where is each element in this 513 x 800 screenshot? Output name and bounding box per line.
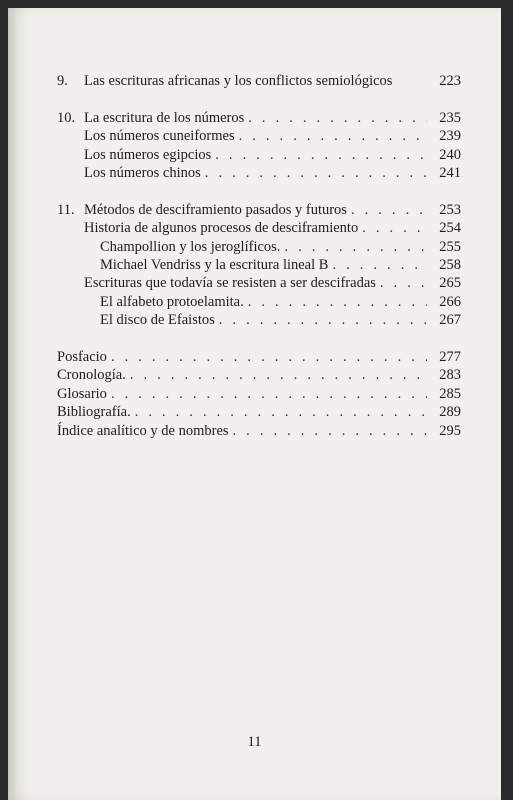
toc-subsubentry	[57, 293, 461, 311]
page-number: 239	[439, 128, 461, 145]
page-number: 277	[439, 349, 461, 366]
subentry-title: Los números egipcios	[84, 146, 212, 163]
leader-dots	[351, 201, 427, 219]
page-number: 295	[439, 422, 461, 439]
subentry-title: Los números chinos	[84, 165, 201, 182]
toc-subsubentry	[57, 256, 461, 274]
toc-entry	[57, 348, 461, 366]
toc-entry	[57, 72, 461, 90]
chapter-title: Métodos de desciframiento pasados y futuros	[84, 201, 347, 218]
back-matter-title: Cronología.	[57, 367, 126, 384]
page-number: 265	[439, 275, 461, 292]
subentry-title: El disco de Efaistos	[100, 312, 215, 329]
page-number: 285	[439, 385, 461, 402]
toc-subentry	[57, 146, 461, 164]
toc-entry	[57, 385, 461, 403]
subentry-title: Los números cuneiformes	[84, 128, 235, 145]
table-of-contents	[57, 72, 461, 458]
toc-subentry	[57, 127, 461, 145]
chapter-number: 11.	[57, 201, 75, 218]
page-number: 267	[439, 312, 461, 329]
subentry-title: Michael Vendriss y la escritura lineal B	[100, 257, 329, 274]
page-number: 240	[439, 146, 461, 163]
page-number: 255	[439, 238, 461, 255]
back-matter-title: Posfacio	[57, 349, 107, 366]
leader-dots	[233, 422, 427, 440]
toc-section-11	[57, 201, 461, 330]
leader-dots	[205, 164, 427, 182]
page-number: 223	[439, 73, 461, 89]
toc-subentry	[57, 164, 461, 182]
subentry-title: Champollion y los jeroglíficos.	[100, 238, 281, 255]
leader-dots	[130, 366, 427, 384]
leader-dots	[135, 403, 427, 421]
leader-dots	[248, 293, 427, 311]
back-matter-title: Índice analítico y de nombres	[57, 422, 229, 439]
page-folio: 11	[247, 734, 262, 750]
chapter-number: 10.	[57, 109, 76, 126]
toc-entry	[57, 403, 461, 421]
leader-dots	[362, 219, 427, 237]
page-number: 283	[439, 367, 461, 384]
subentry-title: Escrituras que todavía se resisten a ser descifradas	[84, 275, 376, 292]
back-matter-title: Bibliografía.	[57, 404, 131, 421]
page-number: 289	[439, 404, 461, 421]
chapter-title: Las escrituras africanas y los conflictos semiológicos	[84, 73, 393, 89]
leader-dots	[239, 127, 427, 145]
chapter-number: 9.	[57, 73, 68, 89]
toc-back-matter	[57, 348, 461, 440]
subentry-title: Historia de algunos procesos de desciframiento	[84, 220, 359, 237]
leader-dots	[284, 238, 427, 256]
toc-section-10	[57, 109, 461, 183]
leader-dots	[215, 146, 427, 164]
book-page	[8, 8, 501, 800]
chapter-title: La escritura de los números	[84, 109, 245, 126]
page-number: 253	[439, 201, 461, 218]
toc-entry	[57, 201, 461, 219]
leader-dots	[111, 348, 427, 366]
toc-subentry	[57, 219, 461, 237]
back-matter-title: Glosario	[57, 385, 107, 402]
toc-subsubentry	[57, 238, 461, 256]
toc-entry	[57, 366, 461, 384]
page-number: 241	[439, 165, 461, 182]
toc-entry	[57, 422, 461, 440]
leader-dots	[219, 311, 427, 329]
leader-dots	[380, 274, 427, 292]
leader-dots	[111, 385, 427, 403]
page-number: 266	[439, 293, 461, 310]
page-number: 235	[439, 109, 461, 126]
page-number: 254	[439, 220, 461, 237]
leader-dots	[332, 256, 427, 274]
subentry-title: El alfabeto protoelamita.	[100, 293, 244, 310]
page-number: 258	[439, 257, 461, 274]
toc-subsubentry	[57, 311, 461, 329]
toc-section-9	[57, 72, 461, 90]
leader-dots	[248, 109, 427, 127]
toc-subentry	[57, 274, 461, 292]
toc-entry	[57, 109, 461, 127]
